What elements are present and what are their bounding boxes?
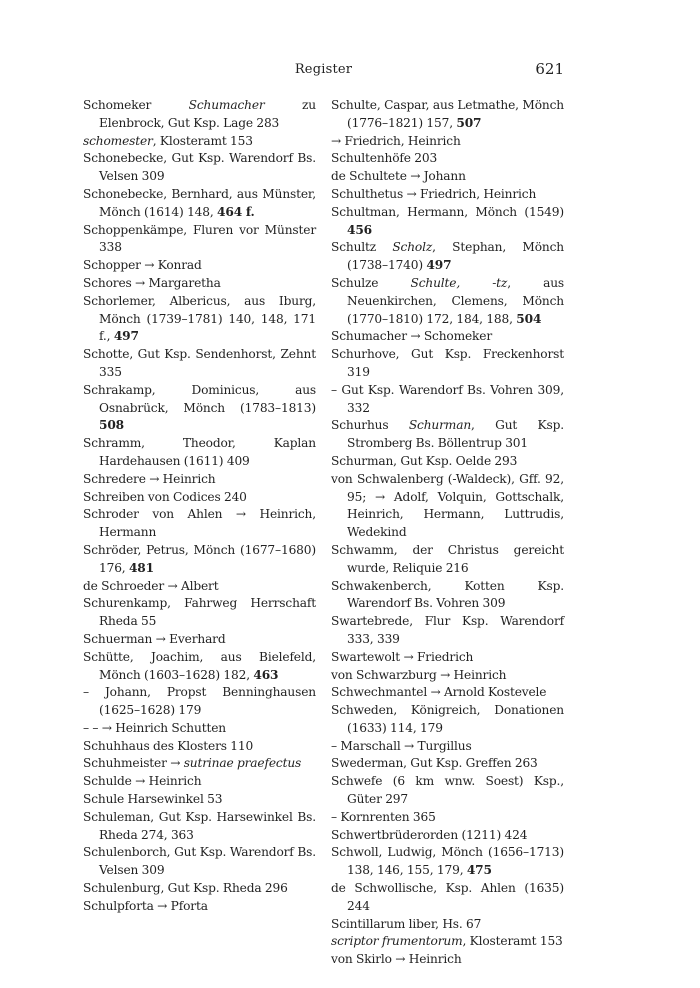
entry-italic-text: Schulte, -tz bbox=[410, 275, 508, 290]
index-entry bbox=[331, 133, 564, 151]
index-entry bbox=[83, 222, 316, 258]
index-column-left bbox=[83, 97, 316, 916]
index-entry bbox=[331, 239, 564, 275]
index-entry bbox=[83, 97, 316, 133]
entry-text: , Stephan, Mönch (1738–1740) bbox=[347, 240, 564, 273]
entry-text: Schoppenkämpe, Fluren vor Münster 338 bbox=[83, 222, 316, 255]
entry-text: Schorlemer, Albericus, aus Iburg, Mönch (1739–1781) 140, 148, 171 f., bbox=[83, 293, 316, 344]
index-entry bbox=[83, 880, 316, 898]
index-entry bbox=[331, 417, 564, 453]
index-entry bbox=[331, 453, 564, 471]
index-entry bbox=[331, 471, 564, 542]
index-entry bbox=[331, 667, 564, 685]
entry-text: Swartebrede, Flur Ksp. Warendorf 333, 339 bbox=[331, 614, 564, 646]
index-entry bbox=[83, 898, 316, 916]
index-entry bbox=[83, 809, 316, 845]
entry-text: Schütte, Joachim, aus Bielefeld, Mönch (1603–1628) 182, bbox=[83, 649, 316, 682]
entry-text: von Schwarzburg → Heinrich bbox=[331, 667, 507, 682]
index-entry bbox=[83, 293, 316, 346]
entry-text: Schulenburg, Gut Ksp. Rheda 296 bbox=[83, 881, 288, 896]
entry-text: von Schwalenberg (-Waldeck), Gff. 92, 95; → Adolf, Volquin, Gottschalk, Heinrich, Hermann, Luttrudis, Wedekind bbox=[331, 471, 564, 540]
index-entry bbox=[83, 346, 316, 382]
index-entry bbox=[83, 186, 316, 222]
entry-text: Schrakamp, Dominicus, aus Osnabrück, Mönch (1783–1813) bbox=[83, 382, 316, 415]
entry-text: , Klosteramt 153 bbox=[462, 934, 563, 949]
page-reference-main: 463 bbox=[253, 667, 279, 682]
entry-text: Schonebecke, Bernhard, aus Münster, Mönch (1614) 148, bbox=[83, 186, 316, 219]
entry-text: Schulenborch, Gut Ksp. Warendorf Bs. Velsen 309 bbox=[83, 845, 316, 878]
index-entry bbox=[331, 275, 564, 328]
index-entry bbox=[331, 755, 564, 773]
index-entry bbox=[83, 631, 316, 649]
entry-italic-text: scriptor frumentorum bbox=[331, 934, 463, 949]
entry-text: Schores → Margaretha bbox=[83, 275, 221, 290]
entry-text: Schwertbrüderorden (1211) 424 bbox=[331, 827, 528, 842]
entry-italic-text: Scholz bbox=[392, 240, 433, 255]
entry-text: Schreiben von Codices 240 bbox=[83, 489, 247, 504]
page-reference-main: 456 bbox=[347, 222, 372, 237]
entry-text: Schonebecke, Gut Ksp. Warendorf Bs. Velsen 309 bbox=[83, 151, 316, 184]
index-entry bbox=[331, 613, 564, 649]
entry-text: Schulde → Heinrich bbox=[83, 774, 202, 789]
index-entry bbox=[83, 506, 316, 542]
index-entry bbox=[83, 542, 316, 578]
index-entry bbox=[331, 880, 564, 916]
index-entry bbox=[331, 684, 564, 702]
index-entry bbox=[331, 738, 564, 756]
entry-text: – Kornrenten 365 bbox=[331, 809, 436, 824]
index-entry bbox=[331, 346, 564, 382]
entry-text: zu Elenbrock, Gut Ksp. Lage 283 bbox=[99, 98, 316, 130]
index-entry bbox=[331, 933, 564, 951]
entry-text: de Schroeder → Albert bbox=[83, 578, 219, 593]
entry-text: , aus Neuenkirchen, Clemens, Mönch (1770–1810) 172, 184, 188, bbox=[347, 275, 565, 326]
entry-text: Scintillarum liber, Hs. 67 bbox=[331, 916, 482, 931]
running-head bbox=[83, 62, 564, 82]
index-entry bbox=[331, 916, 564, 934]
entry-text: Schomeker bbox=[83, 98, 189, 112]
index-entry bbox=[83, 257, 316, 275]
page-reference-main: 497 bbox=[113, 329, 139, 344]
index-entry bbox=[331, 951, 564, 969]
entry-text: Schuhhaus des Klosters 110 bbox=[83, 738, 254, 753]
index-entry bbox=[331, 809, 564, 827]
index-entry bbox=[83, 578, 316, 596]
entry-text: Schwoll, Ludwig, Mönch (1656–1713) 138, 146, 155, 179, bbox=[331, 845, 564, 878]
entry-text: Schurman, Gut Ksp. Oelde 293 bbox=[331, 453, 518, 468]
index-entry bbox=[331, 97, 564, 133]
index-entry bbox=[331, 844, 564, 880]
running-title: Register bbox=[294, 62, 353, 77]
entry-text: Schultenhöfe 203 bbox=[331, 151, 438, 166]
index-entry bbox=[331, 649, 564, 667]
index-entry bbox=[83, 791, 316, 809]
index-entry bbox=[331, 827, 564, 845]
page-reference-main: 497 bbox=[426, 258, 452, 273]
index-entry bbox=[331, 186, 564, 204]
entry-text: Schröder, Petrus, Mönch (1677–1680) 176, bbox=[83, 542, 316, 575]
entry-text: de Schultete → Johann bbox=[331, 169, 466, 184]
entry-text: Schotte, Gut Ksp. Sendenhorst, Zehnt 335 bbox=[83, 347, 316, 379]
page-reference-main: 481 bbox=[128, 560, 154, 575]
entry-text: , Klosteramt 153 bbox=[152, 133, 253, 148]
entry-text: – – → Heinrich Schutten bbox=[83, 720, 226, 735]
index-entry bbox=[331, 168, 564, 186]
entry-text: Schulpforta → Pforta bbox=[83, 898, 208, 913]
index-entry bbox=[83, 649, 316, 685]
entry-text: Swartewolt → Friedrich bbox=[331, 649, 474, 664]
index-entry bbox=[83, 720, 316, 738]
entry-text: von Skirlo → Heinrich bbox=[331, 952, 462, 967]
entry-italic-text: sutrinae praefectus bbox=[183, 756, 302, 771]
index-entry bbox=[83, 382, 316, 435]
index-entry bbox=[331, 150, 564, 168]
index-entry bbox=[331, 328, 564, 346]
entry-text: Schulthetus → Friedrich, Heinrich bbox=[331, 186, 537, 201]
entry-text: Schulte, Caspar, aus Letmathe, Mönch (1776–1821) 157, bbox=[331, 98, 564, 130]
entry-text: Schwakenberch, Kotten Ksp. Warendorf Bs. Vohren 309 bbox=[331, 578, 564, 611]
index-entry bbox=[83, 755, 316, 773]
index-entry bbox=[83, 595, 316, 631]
index-entry bbox=[83, 844, 316, 880]
page-number: 621 bbox=[535, 60, 564, 78]
index-entry bbox=[83, 738, 316, 756]
page-reference-main: 464 f. bbox=[217, 204, 255, 219]
entry-text: Schramm, Theodor, Kaplan Hardehausen (1611) 409 bbox=[83, 436, 316, 468]
entry-text: de Schwollische, Ksp. Ahlen (1635) 244 bbox=[331, 881, 564, 913]
index-entry bbox=[331, 542, 564, 578]
index-entry bbox=[83, 684, 316, 720]
entry-text: Schweden, Königreich, Donationen (1633) 114, 179 bbox=[331, 703, 564, 735]
index-column-right bbox=[331, 97, 564, 969]
entry-italic-text: Schurman bbox=[408, 418, 472, 433]
entry-text: – Johann, Propst Benninghausen (1625–1628) 179 bbox=[83, 685, 316, 718]
index-entry bbox=[83, 471, 316, 489]
entry-text: Schulze bbox=[331, 275, 411, 290]
entry-text: Schopper → Konrad bbox=[83, 258, 202, 273]
page-reference-main: 507 bbox=[456, 115, 482, 130]
entry-text: Schultman, Hermann, Mönch (1549) bbox=[331, 204, 564, 219]
entry-text: , Gut Ksp. Stromberg Bs. Böllentrup 301 bbox=[347, 418, 564, 451]
index-entry bbox=[331, 382, 564, 418]
entry-text: – Gut Ksp. Warendorf Bs. Vohren 309, 332 bbox=[331, 382, 564, 415]
entry-text: → Friedrich, Heinrich bbox=[331, 133, 461, 148]
entry-text: Schuleman, Gut Ksp. Harsewinkel Bs. Rheda 274, 363 bbox=[83, 809, 316, 842]
index-entry bbox=[83, 133, 316, 151]
page-reference-main: 508 bbox=[99, 418, 124, 433]
entry-text: Swederman, Gut Ksp. Greffen 263 bbox=[331, 756, 538, 771]
page-reference-main: 475 bbox=[466, 863, 492, 878]
entry-italic-text: schomester bbox=[83, 133, 153, 148]
entry-text: Schroder von Ahlen → Heinrich, Hermann bbox=[83, 507, 316, 540]
index-entry bbox=[83, 150, 316, 186]
entry-text: Schultz bbox=[331, 240, 393, 255]
entry-italic-text: Schumacher bbox=[188, 98, 265, 112]
entry-text: Schurhus bbox=[331, 418, 409, 433]
entry-text: Schule Harsewinkel 53 bbox=[83, 792, 223, 807]
index-entry bbox=[83, 435, 316, 471]
entry-text: Schredere → Heinrich bbox=[83, 471, 216, 486]
index-entry bbox=[331, 578, 564, 614]
entry-text: Schwechmantel → Arnold Kostevele bbox=[331, 685, 547, 700]
index-entry bbox=[83, 275, 316, 293]
entry-text: Schurhove, Gut Ksp. Freckenhorst 319 bbox=[331, 347, 564, 379]
entry-text: Schwamm, der Christus gereicht wurde, Reliquie 216 bbox=[331, 542, 564, 575]
index-entry bbox=[83, 489, 316, 507]
entry-text: Schurenkamp, Fahrweg Herrschaft Rheda 55 bbox=[83, 596, 316, 629]
entry-text: Schumacher → Schomeker bbox=[331, 329, 493, 344]
index-entry bbox=[331, 204, 564, 240]
entry-text: Schuerman → Everhard bbox=[83, 631, 226, 646]
entry-text: Schwefe (6 km wnw. Soest) Ksp., Güter 297 bbox=[331, 774, 564, 807]
entry-text: Schuhmeister → bbox=[83, 756, 184, 771]
page-reference-main: 504 bbox=[516, 311, 542, 326]
entry-text: – Marschall → Turgillus bbox=[331, 738, 472, 753]
index-entry bbox=[331, 702, 564, 738]
index-entry bbox=[83, 773, 316, 791]
index-entry bbox=[331, 773, 564, 809]
